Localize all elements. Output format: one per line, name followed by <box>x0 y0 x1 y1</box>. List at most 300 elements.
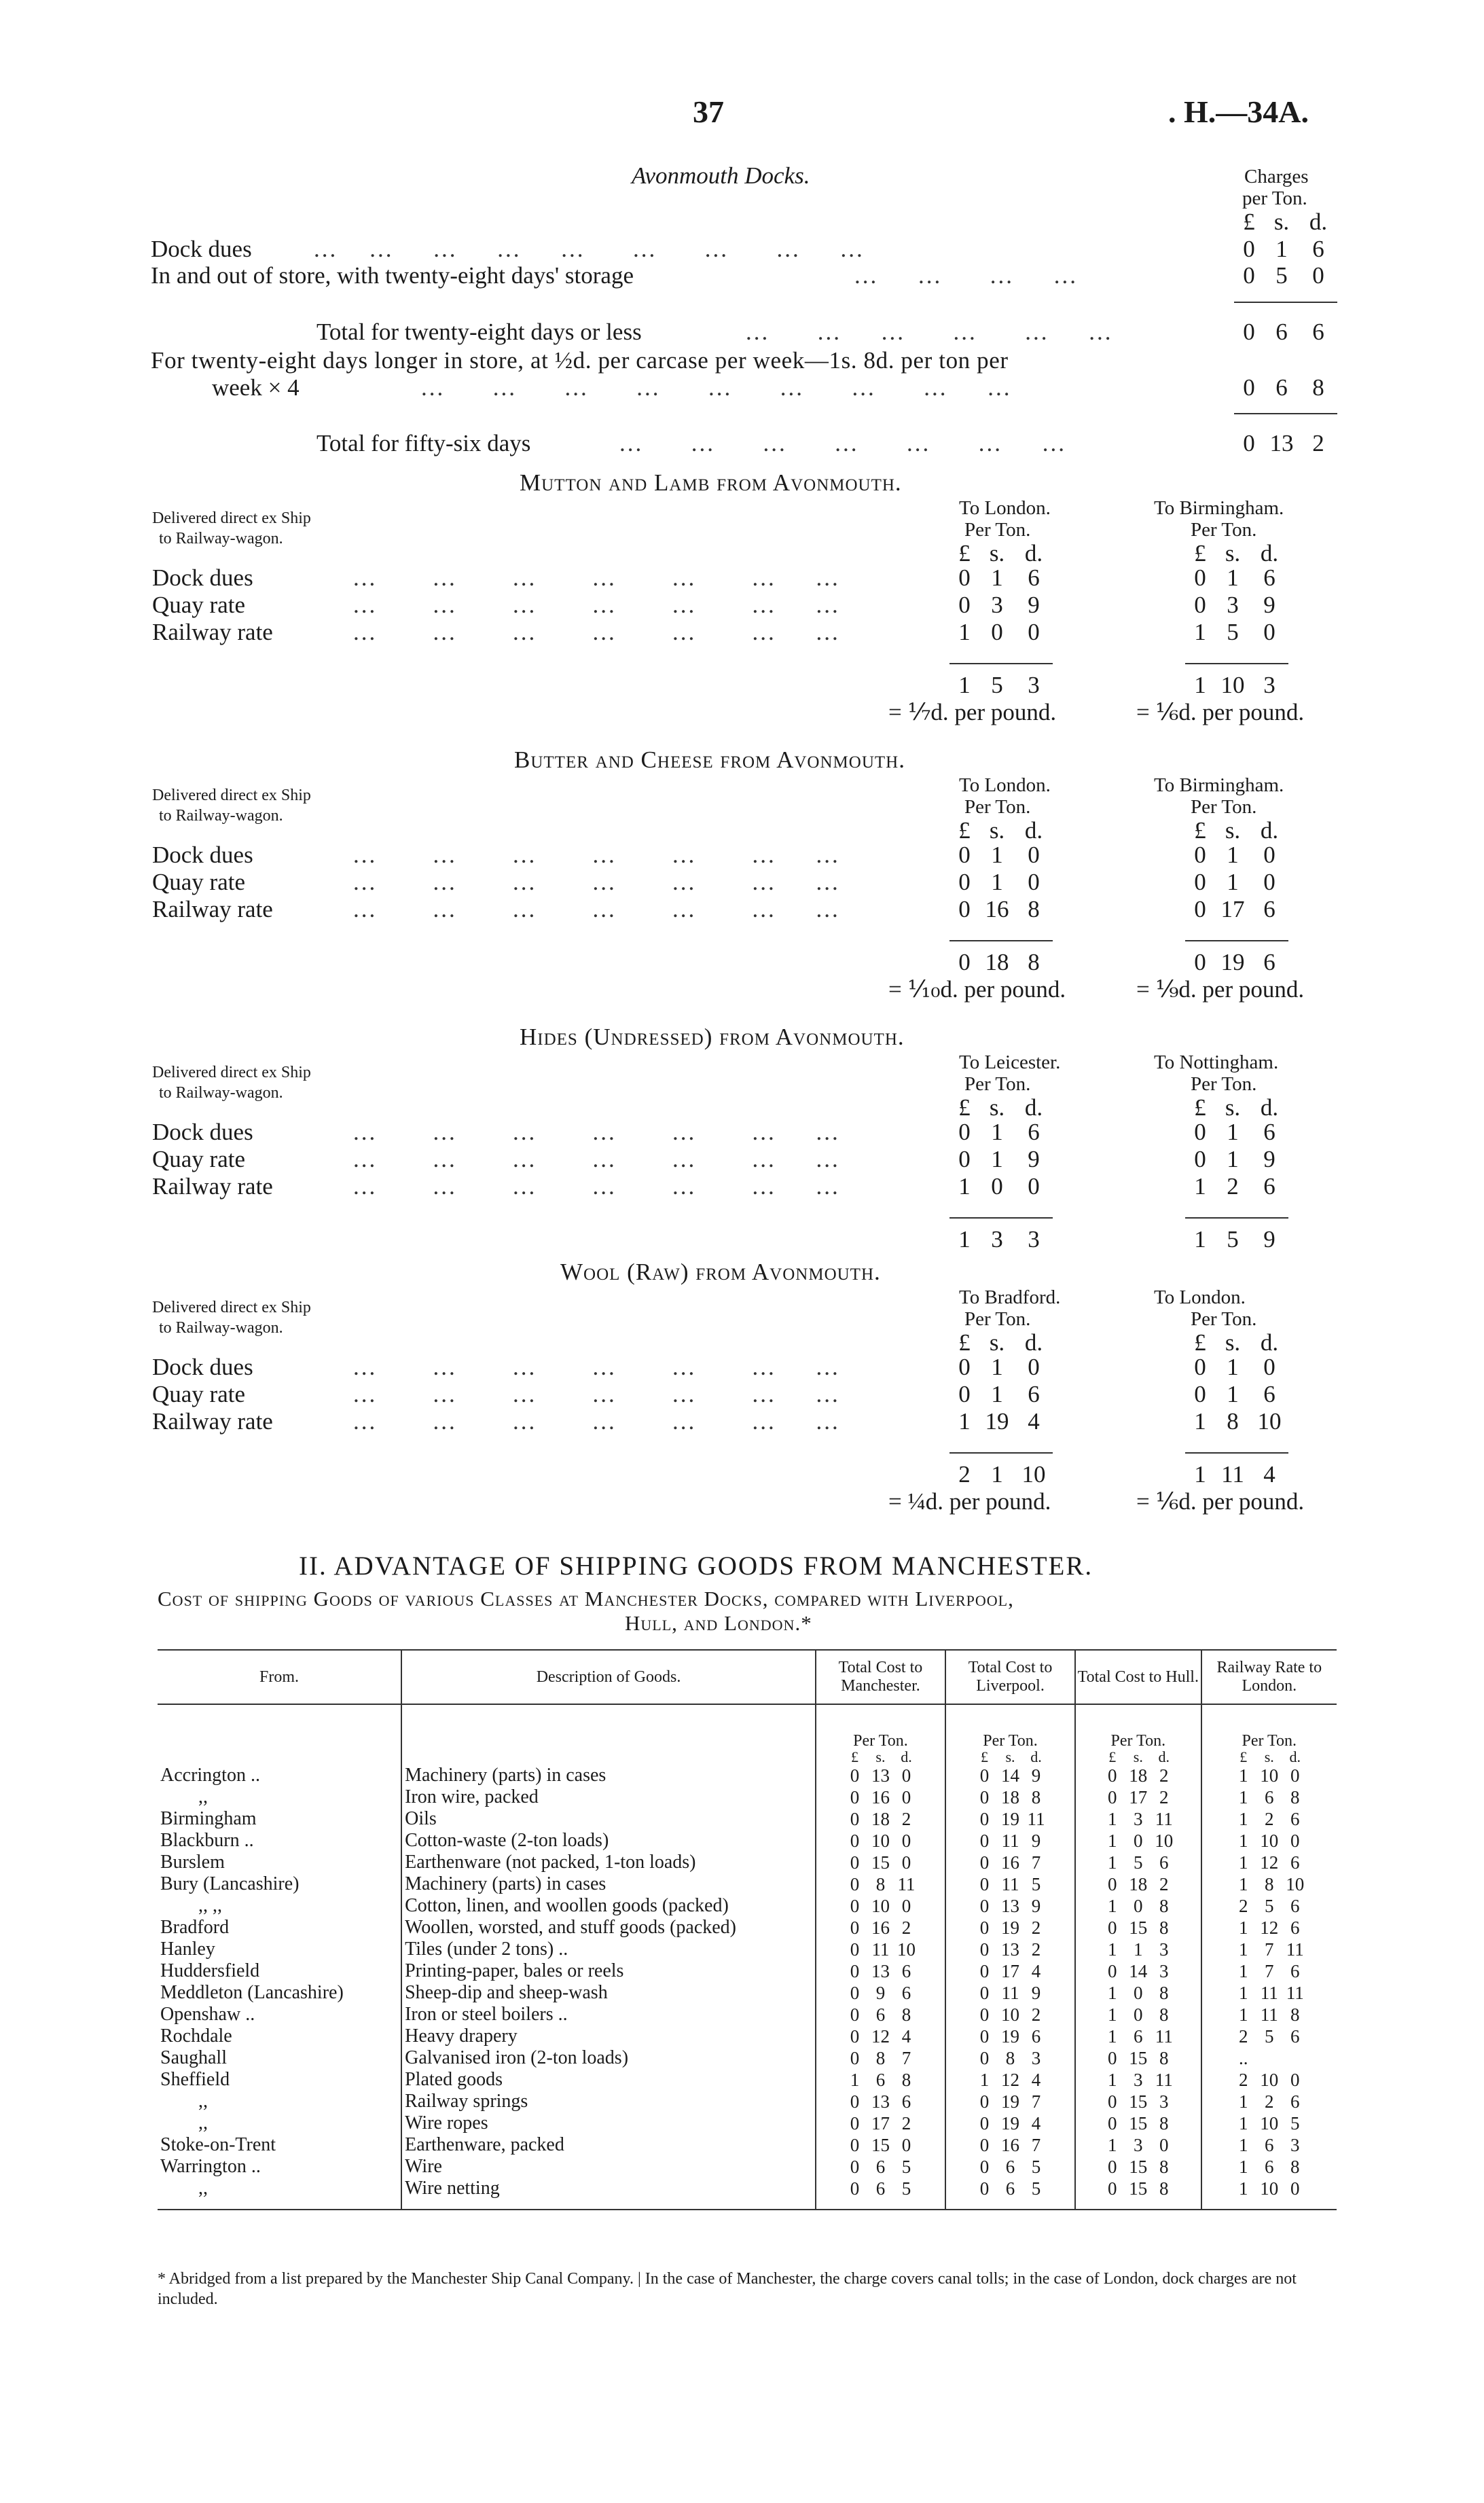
pounds: 1 <box>1239 1961 1248 1981</box>
charge-label: Quay rate <box>152 592 246 618</box>
shillings: 0 <box>1134 1896 1143 1916</box>
manchester-cost <box>816 1873 945 1895</box>
charge-value-b <box>1185 868 1288 897</box>
description-cell: Woollen, worsted, and stuff goods (packed) <box>401 1917 816 1939</box>
shillings: 3 <box>1134 1809 1143 1829</box>
pence: 5 <box>901 2178 911 2199</box>
lsd-pence: d. <box>1260 817 1279 844</box>
description-cell: Iron or steel boilers .. <box>401 2004 816 2025</box>
table-row <box>158 2069 1337 2091</box>
destination-a: To Bradford. <box>959 1286 1061 1308</box>
table-row <box>158 2025 1337 2047</box>
shillings: 17 <box>1001 1961 1020 1981</box>
pounds: 1 <box>1239 2157 1248 2177</box>
charge-label: Railway rate <box>152 619 273 645</box>
section-title: Butter and Cheese from Avonmouth. <box>514 746 905 773</box>
sum-rule-b <box>1185 940 1288 941</box>
pence: 9 <box>1031 1831 1041 1851</box>
description-cell: Machinery (parts) in cases <box>401 1765 816 1786</box>
pence: 7 <box>1031 2091 1041 2112</box>
lsd-pence: d. <box>1309 209 1328 235</box>
pence: 5 <box>901 2157 911 2177</box>
total-value-a <box>949 1225 1053 1254</box>
lsd-pound: £ <box>1243 209 1255 235</box>
pounds: 2 <box>1239 1896 1248 1916</box>
description-cell: Earthenware (not packed, 1-ton loads) <box>401 1852 816 1873</box>
pounds: 1 <box>958 1173 971 1200</box>
shillings: 15 <box>1129 2113 1148 2133</box>
pounds: 0 <box>1194 592 1206 618</box>
pence: 0 <box>901 1852 911 1873</box>
leader-dots: ... ... ... ... ... ... ... <box>353 869 840 895</box>
pence: 3 <box>1028 1226 1040 1253</box>
unit-blank <box>158 1704 401 1750</box>
hull-cost <box>1075 1808 1201 1830</box>
pounds: 0 <box>850 2157 860 2177</box>
leader-dots: ... ... ... ... ... ... ... <box>353 842 840 868</box>
pence: 6 <box>1263 1173 1275 1200</box>
lsd-pound: £ <box>981 1748 989 1765</box>
pence: 4 <box>1263 1461 1275 1488</box>
destination-a: To Leicester. <box>959 1051 1061 1073</box>
pence: 2 <box>1159 1765 1169 1786</box>
shillings: 6 <box>1005 2178 1015 2199</box>
london-rate <box>1201 2047 1337 2069</box>
description-cell: Wire ropes <box>401 2112 816 2134</box>
shillings: 13 <box>871 1765 890 1786</box>
liverpool-cost <box>945 2091 1075 2112</box>
table-row <box>158 1895 1337 1917</box>
pence: 3 <box>1290 2135 1300 2155</box>
shillings: 13 <box>1001 1939 1020 1960</box>
pence: 10 <box>1021 1461 1046 1488</box>
pence: 2 <box>1312 430 1324 456</box>
hull-cost <box>1075 1786 1201 1808</box>
liverpool-cost <box>945 2156 1075 2178</box>
charge-label: Dock dues <box>152 842 253 868</box>
london-rate <box>1201 1873 1337 1895</box>
manchester-cost <box>816 1895 945 1917</box>
pounds: 0 <box>1194 896 1206 922</box>
shillings: 1 <box>991 564 1003 591</box>
manchester-cost <box>816 1960 945 1982</box>
per-pound-b: = ⅑d. per pound. <box>1136 976 1305 1003</box>
shillings: 10 <box>1260 1765 1279 1786</box>
page-number: 37 <box>693 94 724 129</box>
table-body <box>158 1704 1337 2210</box>
lsd-pound: £ <box>958 540 971 566</box>
delivered-line1: Delivered direct ex Ship <box>152 509 311 527</box>
pounds: 0 <box>958 1146 971 1172</box>
avonmouth-row-label: Dock dues <box>151 236 252 262</box>
shillings: 13 <box>1269 430 1294 456</box>
shillings: 6 <box>1275 319 1288 345</box>
pence: 6 <box>1028 1381 1040 1407</box>
pounds: 0 <box>979 1939 990 1960</box>
pounds: 1 <box>1239 1831 1248 1851</box>
pounds: 1 <box>1239 2113 1248 2133</box>
charge-value-a <box>949 591 1053 619</box>
shillings: 15 <box>1129 1917 1148 1938</box>
pounds: 0 <box>1108 1765 1117 1786</box>
avonmouth-row-label: In and out of store, with twenty-eight days' storage <box>151 262 634 289</box>
lsd-shilling: s. <box>1005 1748 1015 1765</box>
pounds: 0 <box>850 1939 860 1960</box>
london-rate <box>1201 2004 1337 2025</box>
pence: 2 <box>1031 2004 1041 2025</box>
shillings: 6 <box>1005 2157 1015 2177</box>
shillings: 7 <box>1265 1939 1274 1960</box>
hull-cost <box>1075 1852 1201 1873</box>
shillings: 14 <box>1001 1765 1020 1786</box>
shillings: 15 <box>871 2135 890 2155</box>
pence: 6 <box>1290 1852 1300 1873</box>
pence: 0 <box>901 2135 911 2155</box>
lsd-pence: d. <box>1260 540 1279 566</box>
liverpool-cost <box>945 2178 1075 2210</box>
pounds: 0 <box>979 1809 990 1829</box>
pounds: 0 <box>1243 236 1255 262</box>
shillings: 1 <box>1275 236 1288 262</box>
pounds: 0 <box>1108 2178 1117 2199</box>
lsd-pound: £ <box>958 1329 971 1356</box>
shillings: 15 <box>1129 2157 1148 2177</box>
london-rate <box>1201 1960 1337 1982</box>
shillings: 11 <box>1001 1874 1019 1894</box>
pence: 8 <box>1159 2048 1169 2068</box>
per-pound-a: = ¼d. per pound. <box>888 1488 1051 1515</box>
sum-rule-a <box>949 663 1053 664</box>
pence: 9 <box>1263 592 1275 618</box>
description-cell: Iron wire, packed <box>401 1786 816 1808</box>
pounds: 0 <box>958 564 971 591</box>
pounds: 0 <box>979 1831 990 1851</box>
shillings: 5 <box>1227 1226 1239 1253</box>
description-cell: Heavy drapery <box>401 2025 816 2047</box>
from-cell: Huddersfield <box>158 1960 401 1982</box>
leader-dots: ... ... ... ... ... ... ... <box>353 592 840 618</box>
pence: 11 <box>1155 2026 1173 2047</box>
pence: 0 <box>1263 842 1275 868</box>
pence: 2 <box>901 1917 911 1938</box>
pounds: 1 <box>958 1226 971 1253</box>
lsd-pence: d. <box>1030 1748 1042 1765</box>
pounds: 0 <box>958 592 971 618</box>
avonmouth-title: Avonmouth Docks. <box>632 162 810 189</box>
pence: 9 <box>1031 1983 1041 2003</box>
shillings: 16 <box>1001 2135 1020 2155</box>
shillings: 5 <box>1275 262 1288 289</box>
charges-per-ton: per Ton. <box>1242 187 1307 209</box>
pounds: 1 <box>979 2070 990 2090</box>
pence: 5 <box>1031 2157 1041 2177</box>
from-cell: Bury (Lancashire) <box>158 1873 401 1895</box>
shillings: 0 <box>1134 2004 1143 2025</box>
pounds: 0 <box>979 1852 990 1873</box>
pence: 2 <box>1159 1787 1169 1807</box>
pounds: 1 <box>1239 1874 1248 1894</box>
pounds: 0 <box>979 2178 990 2199</box>
pounds: 0 <box>958 1381 971 1407</box>
pence: 6 <box>1290 1896 1300 1916</box>
shillings: 10 <box>1260 2113 1279 2133</box>
pounds: 1 <box>1194 1408 1206 1435</box>
pounds: 0 <box>958 869 971 895</box>
charge-value-b <box>1185 841 1288 869</box>
charge-label: Quay rate <box>152 1381 246 1407</box>
pounds: 1 <box>1108 2135 1117 2155</box>
lsd-pence: d. <box>1158 1748 1170 1765</box>
charge-value-a <box>949 1172 1053 1201</box>
lsd-pound: £ <box>1239 1748 1248 1765</box>
lsd-shilling: s. <box>1225 817 1241 844</box>
pence: 4 <box>1031 2070 1041 2090</box>
delivered-line2: to Railway-wagon. <box>159 1319 283 1337</box>
pence: 0 <box>1312 262 1324 289</box>
unit-blank <box>401 1704 816 1750</box>
charge-value-a <box>949 1353 1053 1382</box>
shillings: 19 <box>1001 2091 1020 2112</box>
table-row <box>158 2156 1337 2178</box>
pence: 0 <box>1028 1173 1040 1200</box>
manchester-cost <box>816 2069 945 2091</box>
charge-value-b <box>1185 1145 1288 1174</box>
shillings: 13 <box>871 1961 890 1981</box>
shillings: 19 <box>1001 1809 1020 1829</box>
lsd-shilling: s. <box>1225 1094 1241 1121</box>
shillings: 3 <box>1227 592 1239 618</box>
description-cell: Earthenware, packed <box>401 2134 816 2156</box>
sum-rule-a <box>949 1217 1053 1219</box>
pounds: 0 <box>1194 949 1206 975</box>
total-value-b <box>1185 1225 1288 1254</box>
charge-value-b <box>1185 564 1288 592</box>
shillings: 6 <box>1265 2135 1274 2155</box>
pence: 6 <box>901 1961 911 1981</box>
pounds: 0 <box>958 949 971 975</box>
per-pound-b: = ⅙d. per pound. <box>1136 1488 1305 1515</box>
pounds: 1 <box>1108 1809 1117 1829</box>
destination-a: To London. <box>959 497 1051 519</box>
pence: 6 <box>1312 236 1324 262</box>
pence: 0 <box>1028 842 1040 868</box>
lsd-pound: £ <box>958 1094 971 1121</box>
shillings: 1 <box>1227 869 1239 895</box>
lsd-cell <box>1075 1750 1201 1765</box>
description-cell: Wire <box>401 2156 816 2178</box>
charge-value-b <box>1185 1353 1288 1382</box>
shillings: 15 <box>1129 2048 1148 2068</box>
manchester-cost <box>816 2112 945 2134</box>
charge-value-b <box>1185 1172 1288 1201</box>
pounds: 0 <box>979 2004 990 2025</box>
pence: 6 <box>1290 1809 1300 1829</box>
hull-cost <box>1075 2112 1201 2134</box>
per-ton-a: Per Ton. <box>964 519 1031 541</box>
shillings: 3 <box>991 1226 1003 1253</box>
manchester-cost <box>816 2134 945 2156</box>
shillings: 5 <box>1265 2026 1274 2047</box>
pounds: 0 <box>979 2026 990 2047</box>
from-cell: Stoke-on-Trent <box>158 2134 401 2156</box>
charge-label: Railway rate <box>152 1173 273 1200</box>
lsd-shilling: s. <box>989 1329 1005 1356</box>
pounds: 0 <box>850 1765 860 1786</box>
pence: 8 <box>1028 949 1040 975</box>
shillings: 8 <box>1005 2048 1015 2068</box>
table-row <box>158 1765 1337 1786</box>
leader-dots: ... ... ... ... ... ... ... <box>353 1173 840 1200</box>
pence: 0 <box>1263 869 1275 895</box>
col-london: Railway Rate to London. <box>1201 1650 1337 1704</box>
pounds: 0 <box>958 896 971 922</box>
pounds: 0 <box>1194 869 1206 895</box>
table-row <box>158 2091 1337 2112</box>
pounds: 1 <box>1108 2004 1117 2025</box>
from-cell: ,, <box>158 2091 401 2112</box>
shillings: 18 <box>1129 1765 1148 1786</box>
manchester-cost <box>816 2047 945 2069</box>
pence: 4 <box>1031 1961 1041 1981</box>
pence: 6 <box>1028 564 1040 591</box>
shillings: 18 <box>871 1809 890 1829</box>
pounds: 1 <box>1108 2070 1117 2090</box>
pence: 6 <box>901 2091 911 2112</box>
liverpool-cost <box>945 1917 1075 1939</box>
pounds: 0 <box>1243 262 1255 289</box>
lsd-shilling: s. <box>1264 1748 1274 1765</box>
london-rate <box>1201 1786 1337 1808</box>
shillings: 8 <box>875 2048 886 2068</box>
manchester-cost <box>816 2091 945 2112</box>
pence: 0 <box>1290 1831 1300 1851</box>
pence: 0 <box>1263 619 1275 645</box>
charges-lsd-header <box>1234 208 1337 236</box>
pounds: 1 <box>1194 1173 1206 1200</box>
liverpool-cost <box>945 1830 1075 1852</box>
description-cell: Railway springs <box>401 2091 816 2112</box>
pounds: 0 <box>850 1809 860 1829</box>
pounds: 0 <box>979 2157 990 2177</box>
pounds: 1 <box>1239 1787 1248 1807</box>
charge-value-a <box>949 841 1053 869</box>
manchester-cost <box>816 1982 945 2004</box>
sum-rule-b <box>1185 1217 1288 1219</box>
total-value-b <box>1185 1460 1288 1489</box>
lsd-shilling: s. <box>1225 540 1241 566</box>
manchester-cost <box>816 1939 945 1960</box>
pounds: 0 <box>979 1896 990 1916</box>
shillings: 19 <box>1220 949 1245 975</box>
pounds: 0 <box>850 2048 860 2068</box>
shillings: 1 <box>1227 1146 1239 1172</box>
table-row <box>158 1982 1337 2004</box>
shillings: 0 <box>991 1173 1003 1200</box>
pounds: 0 <box>1194 1119 1206 1145</box>
lsd-pence: d. <box>1289 1748 1301 1765</box>
pence: 3 <box>1159 2091 1169 2112</box>
liverpool-cost <box>945 1982 1075 2004</box>
pence: 6 <box>1159 1852 1169 1873</box>
pence: 3 <box>1159 1961 1169 1981</box>
pounds: 0 <box>850 2026 860 2047</box>
pounds: 0 <box>850 2004 860 2025</box>
london-rate <box>1201 1808 1337 1830</box>
shillings: 11 <box>871 1939 890 1960</box>
pounds: 0 <box>979 2048 990 2068</box>
from-cell: Sheffield <box>158 2069 401 2091</box>
delivered-line1: Delivered direct ex Ship <box>152 787 311 804</box>
table-row <box>158 1830 1337 1852</box>
description-cell: Wire netting <box>401 2178 816 2210</box>
section2-title: II. ADVANTAGE OF SHIPPING GOODS FROM MANCHESTER. <box>299 1551 1093 1581</box>
destination-b: To Birmingham. <box>1154 774 1284 796</box>
lsd-shilling: s. <box>989 540 1005 566</box>
total-value-b <box>1185 671 1288 700</box>
liverpool-cost <box>945 1808 1075 1830</box>
pence: 6 <box>1263 949 1275 975</box>
shillings: 1 <box>991 1381 1003 1407</box>
pounds: 1 <box>1239 2091 1248 2112</box>
charge-value-b <box>1185 895 1288 924</box>
hull-cost <box>1075 2091 1201 2112</box>
pence: 5 <box>1290 2113 1300 2133</box>
from-cell: Rochdale <box>158 2025 401 2047</box>
pence: 11 <box>1027 1809 1045 1829</box>
liverpool-cost <box>945 1765 1075 1786</box>
shillings: 2 <box>1227 1173 1239 1200</box>
london-rate <box>1201 2178 1337 2210</box>
london-rate <box>1201 1917 1337 1939</box>
pence: 6 <box>1290 1917 1300 1938</box>
shillings: 6 <box>875 2070 886 2090</box>
pence: 8 <box>901 2070 911 2090</box>
manchester-cost <box>816 2025 945 2047</box>
shipping-cost-table <box>158 1649 1337 2210</box>
from-cell: Saughall <box>158 2047 401 2069</box>
pounds: 0 <box>850 1983 860 2003</box>
london-rate <box>1201 1939 1337 1960</box>
hull-cost <box>1075 1939 1201 1960</box>
pounds: 0 <box>1108 2157 1117 2177</box>
avonmouth-row-value <box>1234 235 1337 264</box>
total-28-label: Total for twenty-eight days or less <box>316 319 642 345</box>
shillings: 1 <box>991 842 1003 868</box>
total-value-a <box>949 948 1053 977</box>
col-manchester: Total Cost to Manchester. <box>816 1650 945 1704</box>
leader-dots: ... ... ... ... ... ... ... <box>353 1408 840 1435</box>
lsd-pence: d. <box>1260 1094 1279 1121</box>
shillings: 9 <box>875 1983 886 2003</box>
shillings: 6 <box>1275 374 1288 401</box>
pounds: 1 <box>1108 1896 1117 1916</box>
pounds: 2 <box>1239 2026 1248 2047</box>
london-rate <box>1201 2156 1337 2178</box>
shillings: 5 <box>991 672 1003 698</box>
shillings: 17 <box>1129 1787 1148 1807</box>
shillings: 8 <box>875 1874 886 1894</box>
shillings: 0 <box>991 619 1003 645</box>
shillings: 15 <box>1129 2091 1148 2112</box>
pence: 4 <box>1028 1408 1040 1435</box>
pounds: 1 <box>1108 2026 1117 2047</box>
sum-rule-b <box>1185 663 1288 664</box>
charge-label: Dock dues <box>152 1354 253 1380</box>
lsd-cell <box>1201 1750 1337 1765</box>
manchester-cost <box>816 1830 945 1852</box>
pence: 6 <box>901 1983 911 2003</box>
shillings: 0 <box>1134 1831 1143 1851</box>
